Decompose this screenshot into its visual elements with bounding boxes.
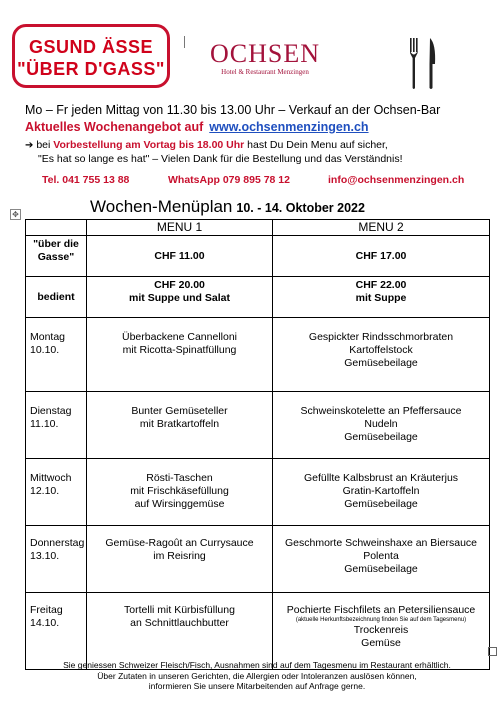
text-cursor — [184, 36, 185, 48]
menu-1-line: mit Bratkartoffeln — [139, 418, 220, 430]
website-link[interactable]: www.ochsenmenzingen.ch — [209, 120, 369, 134]
bedient-price-menu-1: CHF 20.00 — [154, 279, 205, 291]
menu-1-line: Bunter Gemüseteller — [131, 405, 228, 417]
menu-2-cell — [273, 593, 490, 670]
menu-2-origin-note: (aktuelle Herkunftsbezeichnung finden Sie auf dem Tagesmenu) — [295, 617, 467, 623]
day-cell — [26, 459, 87, 526]
menu-2-line: Schweinskotelette an Pfeffersauce — [300, 405, 462, 417]
day-date: 12.10. — [30, 485, 60, 497]
day-name: Dienstag — [30, 405, 72, 417]
footer-note — [25, 660, 489, 692]
menu-table — [25, 219, 490, 670]
footer-line-2: Über Zutaten in unseren Gerichten, die Allergien oder Intoleranzen auslösen können, — [97, 670, 417, 681]
day-cell — [26, 392, 87, 459]
menu-2-line: Gemüsebeilage — [344, 431, 418, 443]
bedient-extra-menu-2: mit Suppe — [355, 292, 407, 304]
logo-name: OCHSEN — [209, 39, 320, 68]
menu-2-line: Trockenreis — [353, 624, 409, 636]
arrow-right-icon: ➔ — [25, 140, 34, 151]
opening-hours: Mo – Fr jeden Mittag von 11.30 bis 13.00 Uhr – Verkauf an der Ochsen-Bar — [25, 103, 441, 117]
menu-title-main: Wochen-Menüplan — [90, 197, 233, 216]
header-menu-2: MENU 2 — [273, 220, 490, 236]
preorder-post: hast Du Dein Menu auf sicher, — [247, 139, 388, 151]
ochsen-logo — [203, 40, 327, 77]
day-name: Mittwoch — [30, 472, 72, 484]
menu-1-line: Rösti-Taschen — [146, 472, 213, 484]
footer-line-3: informieren Sie unsere Mitarbeitenden auf Anfrage gerne. — [148, 681, 366, 691]
menu-1-line: Gemüse-Ragoût an Currysauce — [105, 537, 254, 549]
table-resize-icon[interactable] — [488, 647, 497, 656]
gasse-price-menu-1: CHF 11.00 — [87, 236, 273, 277]
menu-1-line: an Schnittlauchbutter — [130, 617, 229, 629]
email-address[interactable]: info@ochsenmenzingen.ch — [328, 174, 465, 186]
cutlery-icon — [408, 38, 438, 90]
footer-line-1: Sie geniessen Schweizer Fleisch/Fisch, Ausnahmen sind auf dem Tagesmenu im Restaurant erhältlich. — [63, 660, 451, 670]
menu-2-cell — [273, 318, 490, 392]
preorder-deadline: Vorbestellung am Vortag bis 18.00 Uhr — [53, 139, 245, 151]
menu-2-line: Pochierte Fischfilets an Petersiliensauce — [286, 604, 476, 616]
bedient-price-menu-2: CHF 22.00 — [355, 279, 407, 291]
menu-1-cell — [87, 593, 273, 670]
day-date: 11.10. — [30, 418, 59, 430]
bedient-cell-menu-2 — [273, 277, 490, 318]
gasse-price-menu-2: CHF 17.00 — [273, 236, 490, 277]
table-row — [26, 392, 490, 459]
preorder-line — [25, 139, 388, 151]
table-move-icon[interactable]: ✥ — [10, 209, 21, 220]
menu-2-line: Kartoffelstock — [349, 344, 413, 356]
menu-2-line: Gefüllte Kalbsbrust an Kräuterjus — [303, 472, 459, 484]
gasse-badge — [12, 24, 170, 88]
day-name: Montag — [30, 331, 66, 343]
table-row — [26, 526, 490, 593]
menu-2-line: Nudeln — [364, 418, 398, 430]
day-cell — [26, 318, 87, 392]
menu-title — [90, 197, 365, 217]
menu-1-line: auf Wirsinggemüse — [134, 498, 225, 510]
day-name: Donnerstag — [30, 537, 85, 549]
menu-2-cell — [273, 459, 490, 526]
day-name: Freitag — [30, 604, 63, 616]
weekly-offer-line — [25, 120, 369, 134]
menu-2-line: Gemüse — [361, 637, 401, 649]
menu-1-line: Überbackene Cannelloni — [122, 331, 237, 343]
day-date: 14.10. — [30, 617, 60, 629]
gasse-label: "über die Gasse" — [26, 236, 87, 277]
preorder-pre: bei — [36, 139, 51, 151]
menu-1-cell — [87, 526, 273, 593]
day-date: 10.10. — [30, 344, 60, 356]
menu-1-line: mit Ricotta-Spinatfüllung — [122, 344, 237, 356]
badge-line-2: "ÜBER D'GASS" — [17, 59, 165, 79]
day-cell — [26, 526, 87, 593]
day-date: 13.10. — [30, 550, 60, 562]
header-empty-cell — [26, 220, 87, 236]
menu-2-line: Gemüsebeilage — [344, 498, 418, 510]
menu-2-line: Gespickter Rindsschmorbraten — [308, 331, 454, 343]
table-row — [26, 593, 490, 670]
menu-2-line: Geschmorte Schweinshaxe an Biersauce — [284, 537, 477, 549]
table-row-gasse — [26, 236, 490, 277]
menu-2-line: Gemüsebeilage — [344, 563, 418, 575]
bedient-extra-menu-1: mit Suppe und Salat — [129, 292, 230, 304]
table-row — [26, 459, 490, 526]
table-row-bedient — [26, 277, 490, 318]
menu-2-cell — [273, 526, 490, 593]
table-row — [26, 318, 490, 392]
menu-1-line: im Reisring — [153, 550, 206, 562]
thanks-line: "Es hat so lange es hat" – Vielen Dank für die Bestellung und das Verständnis! — [38, 153, 403, 165]
bedient-cell-menu-1 — [87, 277, 273, 318]
menu-2-line: Polenta — [363, 550, 399, 562]
menu-1-cell — [87, 459, 273, 526]
menu-1-cell — [87, 318, 273, 392]
menu-title-dates: 10. - 14. Oktober 2022 — [236, 201, 365, 215]
menu-2-line: Gratin-Kartoffeln — [342, 485, 420, 497]
menu-2-line: Gemüsebeilage — [344, 357, 418, 369]
menu-1-line: mit Frischkäsefüllung — [130, 485, 229, 497]
bedient-label: bedient — [26, 277, 87, 318]
phone-number[interactable]: Tel. 041 755 13 88 — [42, 174, 130, 186]
whatsapp-number[interactable]: WhatsApp 079 895 78 12 — [168, 174, 290, 186]
menu-1-cell — [87, 392, 273, 459]
badge-line-1: GSUND ÄSSE — [28, 37, 154, 57]
weekly-offer-text: Aktuelles Wochenangebot auf — [25, 120, 204, 134]
logo-subtitle: Hotel & Restaurant Menzingen — [221, 68, 309, 76]
table-header-row — [26, 220, 490, 236]
menu-1-line: Tortelli mit Kürbisfüllung — [124, 604, 235, 616]
header-menu-1: MENU 1 — [87, 220, 273, 236]
menu-2-cell — [273, 392, 490, 459]
day-cell — [26, 593, 87, 670]
